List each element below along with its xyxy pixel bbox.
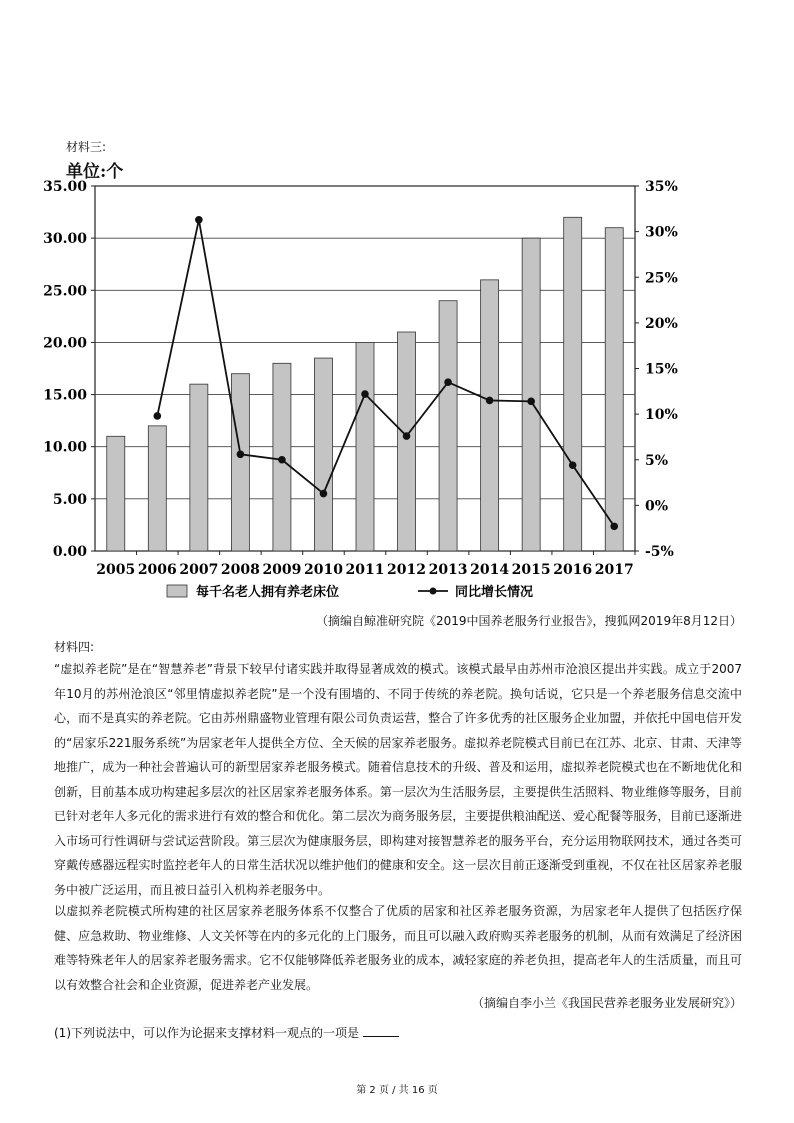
legend-bar-label: 每千名老人拥有养老床位 bbox=[196, 585, 340, 600]
y-tick-label: 20.00 bbox=[43, 335, 87, 352]
y2-tick-label: 15% bbox=[645, 361, 678, 378]
bar bbox=[605, 228, 623, 551]
bar bbox=[190, 384, 208, 551]
x-tick-label: 2010 bbox=[303, 562, 343, 578]
bar bbox=[107, 436, 125, 551]
bar bbox=[356, 342, 374, 551]
growth-point bbox=[403, 432, 411, 440]
x-tick-label: 2005 bbox=[96, 562, 136, 578]
answer-blank[interactable] bbox=[363, 1024, 399, 1037]
growth-point bbox=[195, 216, 203, 224]
question-1-text: (1)下列说法中，可以作为论据来支撑材料一观点的一项是 bbox=[54, 1026, 360, 1040]
growth-point bbox=[237, 450, 245, 458]
legend-bar-swatch bbox=[167, 585, 187, 597]
y-tick-label: 30.00 bbox=[43, 231, 87, 248]
bar bbox=[439, 301, 457, 551]
x-tick-label: 2007 bbox=[179, 562, 219, 578]
bar bbox=[481, 280, 499, 551]
material3-label: 材料三: bbox=[66, 140, 107, 154]
x-tick-label: 2015 bbox=[511, 562, 551, 578]
x-tick-label: 2009 bbox=[262, 562, 302, 578]
growth-point bbox=[320, 490, 328, 498]
x-tick-label: 2011 bbox=[345, 562, 385, 578]
growth-point bbox=[278, 456, 286, 464]
growth-point bbox=[569, 461, 577, 469]
x-tick-label: 2008 bbox=[220, 562, 260, 578]
y-tick-label: 10.00 bbox=[43, 439, 87, 456]
x-tick-label: 2006 bbox=[137, 562, 177, 578]
y2-tick-label: 35% bbox=[645, 179, 678, 195]
legend-line-label: 同比增长情况 bbox=[455, 585, 534, 600]
y-tick-label: 15.00 bbox=[43, 387, 87, 404]
growth-line bbox=[157, 220, 614, 527]
y2-tick-label: -5% bbox=[645, 544, 674, 560]
bar bbox=[522, 238, 540, 551]
legend-line-marker bbox=[430, 588, 437, 595]
y2-tick-label: 10% bbox=[645, 407, 678, 424]
x-tick-label: 2013 bbox=[428, 562, 468, 578]
bar bbox=[231, 374, 249, 551]
growth-point bbox=[527, 398, 535, 406]
y-tick-label: 5.00 bbox=[52, 491, 87, 508]
bar bbox=[148, 426, 166, 551]
y2-tick-label: 30% bbox=[645, 224, 678, 241]
bar bbox=[564, 217, 582, 551]
y-tick-label: 35.00 bbox=[43, 179, 87, 195]
x-tick-label: 2012 bbox=[387, 562, 427, 578]
growth-point bbox=[610, 523, 618, 531]
x-tick-label: 2017 bbox=[594, 562, 634, 578]
source-citation-2: （摘编自李小兰《我国民营养老服务业发展研究》） bbox=[471, 996, 742, 1010]
bar bbox=[314, 358, 332, 551]
x-tick-label: 2016 bbox=[553, 562, 593, 578]
material4-paragraph-2: 以虚拟养老院模式所构建的社区居家养老服务体系不仅整合了优质的居家和社区养老服务资源，为居家老年人提供了包括医疗保健、应急救助、物业维修、人文关怀等在内的多元化的上门服务，而且可以融入政府购买养老服务的机制，从而有效满足了经济困难等特殊老年人的居家养老服务需求。它不仅能够降低养老服务业的成本，减轻家庭的养老负担，提高老年人的生活质量，而且可以有效整合社会和企业资源，促进养老产业发展。 bbox=[54, 904, 742, 992]
y-tick-label: 0.00 bbox=[52, 544, 87, 560]
source-citation-1: （摘编自鲸准研究院《2019中国养老服务行业报告》，搜狐网2019年8月12日） bbox=[316, 614, 742, 628]
growth-point bbox=[444, 378, 452, 386]
material4-paragraph-1: “虚拟养老院”是在“智慧养老”背景下较早付诸实践并取得显著成效的模式。该模式最早由苏州市沧浪区提出并实践。成立于2007 年10月的苏州沧浪区“邻里情虚拟养老院”是一个没有围墙的、不同于传统的养老院。换句话说，它只是一个养老服务信息交流中心，而不是真实的养老院。它由苏州鼎盛物业管理有限公司负责运营，整合了许多优秀的社区服务企业加盟，并依托中国电信开发的“居家乐221服务系统”为居家老年人提供全方位、全天候的居家养老服务。虚拟养老院模式目前已在江苏、北京、甘肃、天津等地推广，成为一种社会普遍认可的新型居家养老服务模式。随着信息技术的升级、普及和运用，虚拟养老院模式也在不断地优化和创新，目前基本成功构建起多层次的社区居家养老服务体系。第一层次为生活服务层，主要提供生活照料、物业维修等服务，目前已针对老年人多元化的需求进行有效的整合和优化。第二层次为商务服务层，主要提供粮油配送、爱心配餐等服务，目前已逐渐进入市场可行性调研与尝试运营阶段。第三层次为健康服务层，即构建对接智慧养老的服务平台，充分运用物联网技术，通过各类可穿戴传感器远程实时监控老年人的日常生活状况以维护他们的健康和安全。这一层次目前正逐渐受到重视，不仅在社区居家养老服务中被广泛运用，而且被日益引入机构养老服务中。 bbox=[54, 662, 742, 897]
growth-point bbox=[154, 412, 162, 420]
material4-label: 材料四: bbox=[54, 640, 95, 654]
chart-unit-label: 单位:个 bbox=[66, 162, 124, 182]
question-1 bbox=[54, 1024, 399, 1041]
growth-point bbox=[361, 390, 369, 398]
y-tick-label: 25.00 bbox=[43, 283, 87, 300]
y2-tick-label: 0% bbox=[645, 498, 669, 515]
y2-tick-label: 25% bbox=[645, 270, 678, 287]
growth-point bbox=[486, 397, 494, 405]
y2-tick-label: 5% bbox=[645, 452, 669, 469]
bed-growth-chart bbox=[40, 168, 760, 608]
page-footer: 第 2 页 / 共 16 页 bbox=[356, 1085, 438, 1096]
bar bbox=[398, 332, 416, 551]
x-tick-label: 2014 bbox=[470, 562, 510, 578]
y2-tick-label: 20% bbox=[645, 315, 678, 332]
